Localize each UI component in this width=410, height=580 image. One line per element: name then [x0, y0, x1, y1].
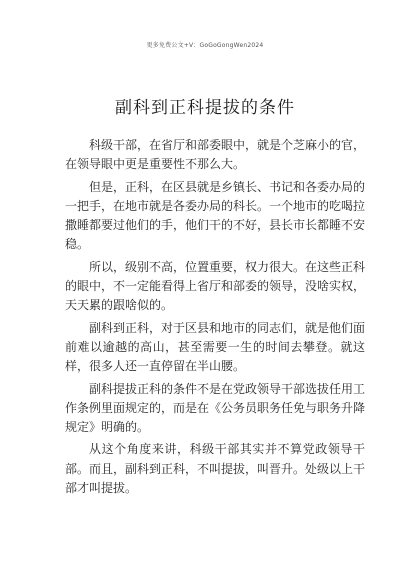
document-body — [65, 136, 365, 501]
paragraph-2: 但是，正科，在区县就是乡镇长、书记和各委办局的一把手，在地市就是各委办局的科长。一个地市的吃喝拉撒睡都要过他们的手，他们干的不好，县长市长都睡不安稳。 — [65, 179, 366, 252]
paragraph-5: 副科提拔正科的条件不是在党政领导干部选拔任用工作条例里面规定的，而是在《公务员职务任免与职务升降规定》明确的。 — [65, 381, 366, 435]
paragraph-4: 副科到正科，对于区县和地市的同志们，就是他们面前难以逾越的高山，甚至需要一生的时间去攀登。就这样，很多人还一直停留在半山腰。 — [65, 320, 366, 374]
paragraph-3: 所以，级别不高，位置重要，权力很大。在这些正科的眼中，不一定能看得上省厅和部委的领导，没啥实权，天天累的跟啥似的。 — [65, 259, 366, 313]
document-title: 副科到正科提拔的条件 — [115, 98, 295, 118]
paragraph-1: 科级干部，在省厅和部委眼中，就是个芝麻小的官，在领导眼中更是重要性不那么大。 — [65, 138, 366, 172]
paragraph-6: 从这个角度来讲，科级干部其实并不算党政领导干部。而且，副科到正科，不叫提拔，叫晋升。处级以上干部才叫提拔。 — [65, 442, 366, 496]
header-note: 更多免费公文+V：GoGoGongWen2024 — [146, 42, 264, 49]
